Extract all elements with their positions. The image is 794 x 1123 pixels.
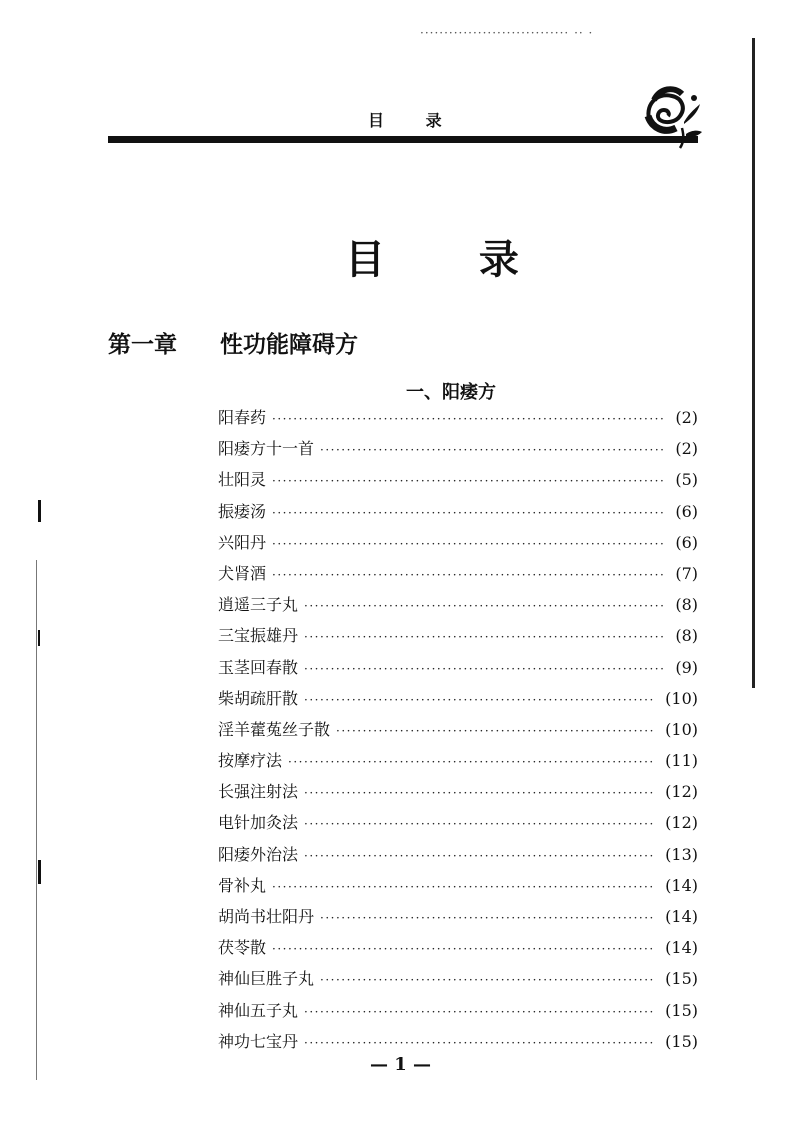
toc-entry-page: (12) — [665, 813, 698, 833]
toc-entry-title: 骨补丸 — [218, 875, 267, 895]
toc-entry-title: 神仙五子丸 — [218, 1000, 299, 1020]
toc-entry-page: (6) — [675, 532, 698, 552]
toc-entry-page: (5) — [675, 470, 698, 490]
toc-entry[interactable] — [218, 561, 698, 592]
dot-leader — [304, 786, 655, 800]
toc-entry-page: (14) — [665, 938, 698, 958]
dot-leader — [288, 755, 655, 769]
dot-leader — [272, 942, 655, 956]
dot-leader — [272, 506, 665, 520]
dot-leader — [304, 817, 655, 831]
toc-entry-title: 逍遥三子丸 — [218, 595, 299, 615]
toc-entry-page: (14) — [665, 875, 698, 895]
toc-entry-title: 兴阳丹 — [218, 532, 267, 552]
toc-entry[interactable] — [218, 467, 698, 498]
toc-entry-title: 神功七宝丹 — [218, 1031, 299, 1051]
dot-leader — [272, 880, 655, 894]
dot-leader — [304, 693, 655, 707]
dot-leader — [304, 630, 665, 644]
toc-entry-page: (9) — [675, 657, 698, 677]
toc-entry-page: (7) — [675, 563, 698, 583]
toc-entry[interactable] — [218, 436, 698, 467]
toc-entry-title: 神仙巨胜子丸 — [218, 969, 315, 989]
page-number: — 1 — — [370, 1054, 432, 1075]
toc-entry-title: 柴胡疏肝散 — [218, 688, 299, 708]
scan-artifact-text: ······························· ·· · — [420, 26, 594, 40]
toc-entry-title: 犬肾酒 — [218, 563, 267, 583]
dot-leader — [272, 568, 665, 582]
toc-entry[interactable] — [218, 405, 698, 436]
page-title: 目 录 — [345, 236, 559, 283]
toc-entry[interactable] — [218, 1029, 698, 1060]
toc-entry-page: (10) — [665, 719, 698, 739]
toc-entry-page: (8) — [675, 595, 698, 615]
left-margin-line — [36, 560, 37, 1080]
toc-entry-title: 振痿汤 — [218, 501, 267, 521]
toc-entry[interactable] — [218, 966, 698, 997]
left-margin-mark — [38, 500, 41, 522]
left-margin-mark — [38, 860, 41, 884]
toc-entry[interactable] — [218, 686, 698, 717]
toc-entry-title: 按摩疗法 — [218, 751, 283, 771]
section-heading: 一、阳痿方 — [406, 382, 496, 403]
toc-entry-page: (15) — [665, 1000, 698, 1020]
dot-leader — [320, 973, 655, 987]
toc-entry-title: 三宝振雄丹 — [218, 626, 299, 646]
chapter-number: 第一章 — [108, 331, 177, 358]
toc-entry[interactable] — [218, 873, 698, 904]
toc-entry[interactable] — [218, 655, 698, 686]
toc-entry[interactable] — [218, 499, 698, 530]
dot-leader — [320, 911, 655, 925]
toc-entry-page: (15) — [665, 969, 698, 989]
dot-leader — [304, 849, 655, 863]
dot-leader — [272, 412, 665, 426]
toc-entry[interactable] — [218, 904, 698, 935]
toc-entry-page: (11) — [665, 751, 698, 771]
dot-leader — [272, 474, 665, 488]
toc-entry-title: 阳春药 — [218, 408, 267, 427]
dot-leader — [272, 537, 665, 551]
binding-edge-line — [752, 38, 755, 688]
toc-entry-page: (10) — [665, 688, 698, 708]
toc-entry[interactable] — [218, 935, 698, 966]
toc-entry-title: 淫羊藿菟丝子散 — [218, 719, 331, 739]
toc-entry-page: (2) — [675, 439, 698, 459]
dot-leader — [304, 1005, 655, 1019]
toc-entry-page: (12) — [665, 782, 698, 802]
toc-entry-page: (15) — [665, 1031, 698, 1051]
toc-list — [218, 405, 698, 1060]
toc-entry[interactable] — [218, 623, 698, 654]
toc-entry-page: (13) — [665, 844, 698, 864]
toc-entry-title: 阳痿方十一首 — [218, 439, 315, 459]
toc-entry[interactable] — [218, 810, 698, 841]
toc-entry-title: 茯苓散 — [218, 938, 267, 958]
dot-leader — [304, 662, 665, 676]
toc-entry-page: (14) — [665, 907, 698, 926]
toc-entry-title: 电针加灸法 — [218, 813, 299, 833]
toc-entry-title: 胡尚书壮阳丹 — [218, 907, 315, 926]
toc-entry-page: (2) — [675, 408, 698, 427]
toc-entry-title: 长强注射法 — [218, 782, 299, 802]
dot-leader — [304, 599, 665, 613]
toc-entry[interactable] — [218, 717, 698, 748]
toc-entry[interactable] — [218, 592, 698, 623]
toc-entry[interactable] — [218, 842, 698, 873]
toc-entry[interactable] — [218, 530, 698, 561]
toc-entry-page: (8) — [675, 626, 698, 646]
toc-entry-title: 阳痿外治法 — [218, 844, 299, 864]
toc-entry-page: (6) — [675, 501, 698, 521]
running-header: 目 录 — [368, 111, 460, 130]
toc-entry[interactable] — [218, 998, 698, 1029]
flower-ornament-icon — [642, 82, 704, 150]
toc-entry[interactable] — [218, 779, 698, 810]
header-rule — [108, 136, 698, 143]
toc-entry-title: 玉茎回春散 — [218, 657, 299, 677]
left-margin-mark — [38, 630, 40, 646]
dot-leader — [320, 443, 665, 457]
toc-entry[interactable] — [218, 748, 698, 779]
chapter-heading — [108, 326, 358, 359]
toc-entry-title: 壮阳灵 — [218, 470, 267, 490]
dot-leader — [304, 1036, 655, 1050]
chapter-title: 性功能障碍方 — [220, 331, 358, 358]
dot-leader — [336, 724, 655, 738]
